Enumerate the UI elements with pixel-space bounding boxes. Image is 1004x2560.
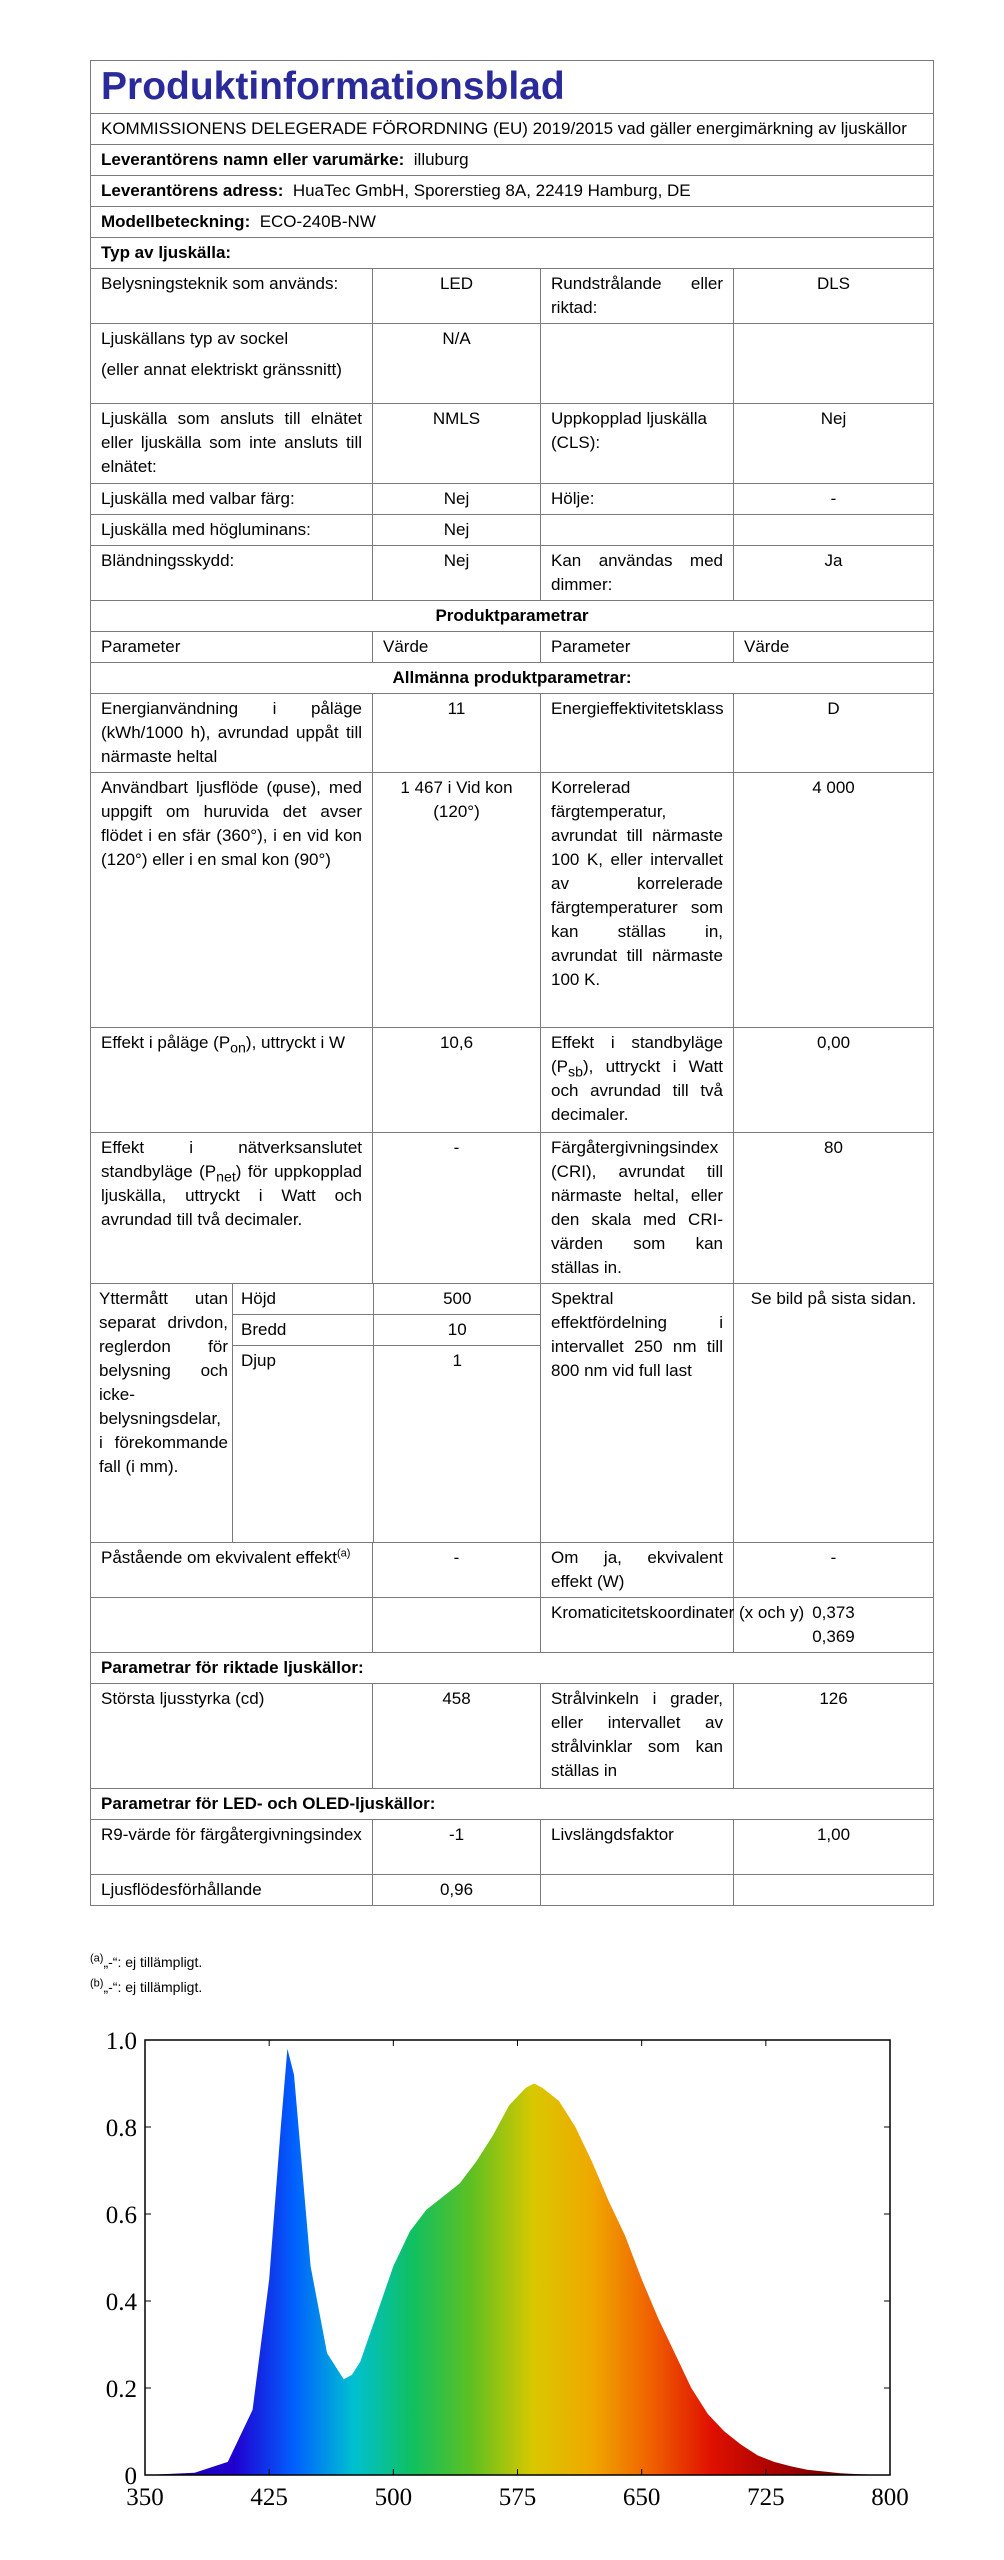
footnote-text: „-“: ej tillämpligt. [103,1954,203,1970]
equivalent-power-claim-value: - [373,1543,541,1598]
column-header-value: Värde [734,632,934,663]
on-mode-power-subscript: on [230,1040,246,1057]
chromaticity-y: 0,369 [812,1627,855,1646]
model-label: Modellbeteckning: [101,212,251,231]
led-oled-parameters-header: Parametrar för LED- och OLED-ljuskällor: [91,1789,934,1820]
on-mode-power-value: 10,6 [373,1028,541,1133]
standby-power-label [541,1028,734,1133]
colour-tuneable-label: Ljuskälla med valbar färg: [91,484,373,515]
y-tick-label: 0.2 [105,2376,137,2403]
directional-label: Rundstrålande eller riktad: [541,269,734,324]
empty-cell [734,1875,934,1906]
standby-power-value: 0,00 [734,1028,934,1133]
footnote-marker: (a) [90,1952,104,1965]
dimensions-table [233,1284,541,1542]
connected-light-source-value: Nej [734,404,934,484]
spectral-distribution-label: Spektral effektfördelning i intervallet 250 nm till 800 nm vid full last [541,1284,734,1543]
y-tick-label: 0.6 [105,2202,137,2229]
lumen-maintenance-label: Ljusflödesförhållande [91,1875,373,1906]
energy-consumption-label: Energianvändning i påläge (kWh/1000 h), avrundad uppåt till närmaste heltal [91,694,373,773]
energy-class-value: D [734,694,934,773]
empty-cell [91,1598,373,1653]
beam-angle-label: Strålvinkeln i grader, eller intervallet av strålvinklar som kan ställas in [541,1684,734,1789]
model-row [91,207,934,238]
x-tick-label: 425 [250,2484,288,2511]
light-source-type-header: Typ av ljuskälla: [91,238,934,269]
product-parameters-header: Produktparametrar [91,601,934,632]
directional-parameters-header: Parametrar för riktade ljuskällor: [91,1653,934,1684]
empty-cell [734,324,934,404]
spectrum-area [145,2049,890,2475]
lighting-technology-label: Belysningsteknik som används: [91,269,373,324]
empty-cell [541,1875,734,1906]
r9-value: -1 [373,1820,541,1875]
networked-standby-label-text: Effekt i nätverksanslutet standbyläge (P [101,1138,362,1181]
empty-cell [373,1598,541,1653]
high-luminance-value: Nej [373,515,541,546]
product-information-sheet [90,60,933,1906]
width-label: Bredd [233,1315,373,1346]
useful-luminous-flux-label: Användbart ljusflöde (φuse), med uppgift om huruvida det avser flödet i en sfär (360°), i en vid kon (120°) eller i en smal kon (90°) [91,773,373,1028]
colour-tuneable-value: Nej [373,484,541,515]
equivalent-power-claim-text: Påstående om ekvivalent effekt [101,1548,337,1567]
colour-temperature-value: 4 000 [734,773,934,1028]
info-table [90,60,934,1906]
colour-temperature-label: Korrelerad färgtemperatur, avrundat till närmaste 100 K, eller intervallet av korrelerade färgtemperaturer som kan ställas in, avrundat till närmaste 100 K. [541,773,734,1028]
equivalent-power-claim-label [91,1543,373,1598]
supplier-address-row [91,176,934,207]
regulation-subtitle: KOMMISSIONENS DELEGERADE FÖRORDNING (EU) 2019/2015 vad gäller energimärkning av ljuskällor [91,114,934,145]
footnotes [90,1950,202,2000]
cap-type-label-line2: (eller annat elektriskt gränssnitt) [101,360,342,379]
directional-value: DLS [734,269,934,324]
r9-label: R9-värde för färgåtergivningsindex [91,1820,373,1875]
on-mode-power-label-text: ), uttryckt i W [245,1033,346,1052]
supplier-name-value: illuburg [413,150,469,169]
chromaticity-x: 0,373 [812,1603,855,1622]
mains-value: NMLS [373,404,541,484]
footnote-text: „-“: ej tillämpligt. [103,1979,203,1995]
height-label: Höjd [233,1284,373,1315]
supplier-address-value: HuaTec GmbH, Sporerstieg 8A, 22419 Hamburg, DE [292,181,691,200]
page-title: Produktinformationsblad [91,61,934,114]
spectral-distribution-value: Se bild på sista sidan. [734,1284,934,1543]
mains-label: Ljuskälla som ansluts till elnätet eller ljuskälla som inte ansluts till elnätet: [91,404,373,484]
cap-type-label-line1: Ljuskällans typ av sockel [101,329,289,348]
x-tick-label: 650 [622,2484,661,2511]
cri-value: 80 [734,1133,934,1284]
x-tick-label: 350 [126,2484,164,2511]
dimmable-label: Kan användas med dimmer: [541,546,734,601]
peak-intensity-value: 458 [373,1684,541,1789]
height-value: 500 [373,1284,541,1315]
cri-label: Färgåtergivningsindex (CRI), avrundat till närmaste heltal, eller den skala med CRI-värden som kan ställas in. [541,1133,734,1284]
x-tick-label: 800 [871,2484,909,2511]
depth-value: 1 [452,1351,462,1370]
y-tick-label: 1.0 [105,2028,137,2055]
model-value: ECO-240B-NW [259,212,376,231]
footnote-b [90,1975,202,2000]
y-tick-label: 0.8 [105,2115,137,2142]
on-mode-power-label-text: Effekt i påläge (P [101,1033,231,1052]
lighting-technology-value: LED [373,269,541,324]
footnote-marker: (a) [336,1547,351,1560]
standby-power-label-text: ), uttryckt i Watt och avrundad till två decimaler. [551,1057,723,1124]
peak-intensity-label: Största ljusstyrka (cd) [91,1684,373,1789]
networked-standby-value: - [373,1133,541,1284]
column-header-parameter: Parameter [541,632,734,663]
width-value: 10 [373,1315,541,1346]
column-header-parameter: Parameter [91,632,373,663]
general-parameters-header: Allmänna produktparametrar: [91,663,934,694]
high-luminance-label: Ljuskälla med högluminans: [91,515,373,546]
outer-dimensions-label: Yttermått utan separat drivdon, reglerdon för belysning och icke-belysningsdelar, i förekommande fall (i mm). [91,1284,233,1543]
x-tick-label: 575 [498,2484,537,2511]
empty-cell [541,515,734,546]
supplier-name-label: Leverantörens namn eller varumärke: [101,150,405,169]
connected-light-source-label: Uppkopplad ljuskälla (CLS): [541,404,734,484]
energy-class-label: Energieffektivitetsklass [541,694,734,773]
equivalent-power-value: - [734,1543,934,1598]
supplier-address-label: Leverantörens adress: [101,181,284,200]
standby-power-label-text: Effekt i standbyläge (P [551,1033,723,1076]
spectral-distribution-chart [80,2030,920,2530]
networked-standby-label [91,1133,373,1284]
x-tick-label: 725 [747,2484,785,2511]
chart-plot-area [106,2028,909,2511]
footnote-a [90,1950,202,1975]
anti-glare-label: Bländningsskydd: [91,546,373,601]
standby-power-subscript: sb [568,1064,583,1081]
y-tick-label: 0.4 [105,2289,137,2316]
lumen-maintenance-value: 0,96 [373,1875,541,1906]
anti-glare-value: Nej [373,546,541,601]
cap-type-label [91,324,373,404]
envelope-value: - [734,484,934,515]
envelope-label: Hölje: [541,484,734,515]
beam-angle-value: 126 [734,1684,934,1789]
empty-cell [541,324,734,404]
on-mode-power-label [91,1028,373,1133]
survival-factor-label: Livslängdsfaktor [541,1820,734,1875]
outer-dimensions-values [233,1284,541,1543]
chromaticity-label: Kromaticitetskoordinater (x och y) [541,1598,734,1653]
empty-cell [734,515,934,546]
column-header-value: Värde [373,632,541,663]
x-tick-label: 500 [374,2484,413,2511]
y-tick-label: 0 [124,2463,137,2490]
dimmable-value: Ja [734,546,934,601]
supplier-name-row [91,145,934,176]
energy-consumption-value: 11 [373,694,541,773]
depth-label: Djup [233,1346,373,1543]
networked-standby-label-text: ) för uppkopplad ljuskälla, uttryckt i Watt och avrundad till två decimaler. [101,1162,362,1229]
cap-type-value: N/A [373,324,541,404]
footnote-marker: (b) [90,1977,104,1990]
networked-standby-subscript: net [216,1169,236,1186]
equivalent-power-label: Om ja, ekvivalent effekt (W) [541,1543,734,1598]
survival-factor-value: 1,00 [734,1820,934,1875]
useful-luminous-flux-value: 1 467 i Vid kon (120°) [373,773,541,1028]
